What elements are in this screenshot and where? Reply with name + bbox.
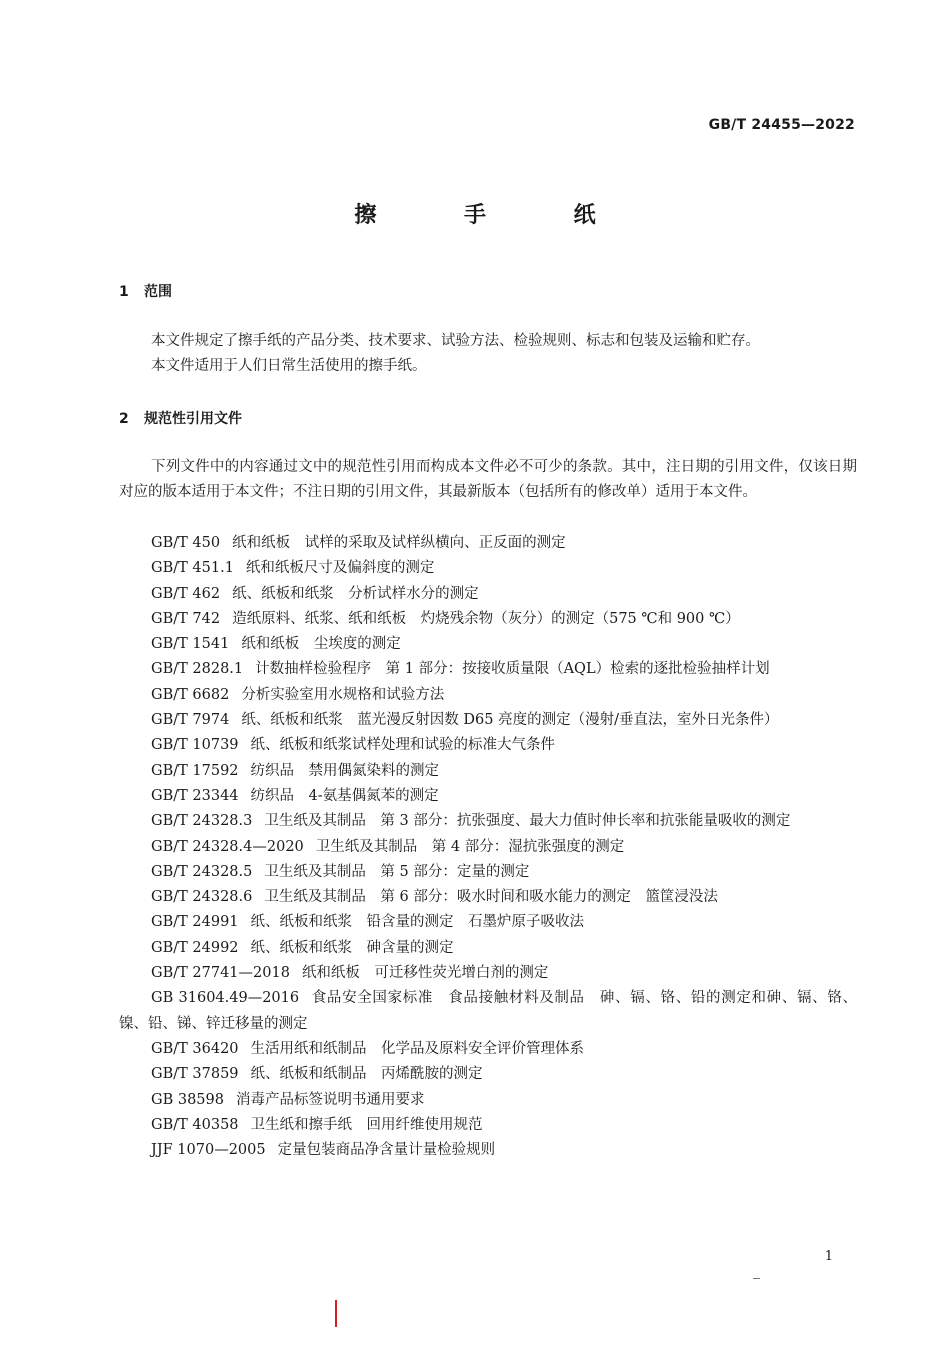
reference-title: 定量包装商品净含量计量检验规则 (277, 1142, 496, 1159)
reference-code: GB/T 2828.1 (151, 661, 244, 678)
paragraph: 本文件适用于人们日常生活使用的擦手纸。 (151, 358, 427, 375)
reference-item (119, 759, 857, 784)
reference-item (119, 632, 857, 657)
section-1-heading (119, 281, 172, 301)
reference-code: GB/T 24328.6 (151, 889, 253, 906)
reference-title: 纸、纸板和纸浆试样处理和试验的标准大气条件 (250, 737, 556, 754)
reference-title: 纸和纸板尺寸及偏斜度的测定 (245, 560, 435, 577)
red-margin-mark (335, 1300, 337, 1327)
reference-item (119, 885, 857, 910)
reference-code: GB 31604.49—2016 (151, 990, 300, 1007)
reference-title: 消毒产品标签说明书通用要求 (235, 1091, 425, 1108)
reference-code: GB/T 24992 (151, 939, 239, 956)
reference-item (119, 835, 857, 860)
section-1-body (119, 329, 857, 380)
reference-code: GB/T 7974 (151, 712, 230, 729)
reference-title: 纺织品 4-氨基偶氮苯的测定 (250, 787, 439, 804)
section-title: 范围 (144, 284, 172, 300)
section-number: 1 (119, 284, 129, 300)
reference-code: GB/T 450 (151, 535, 221, 551)
reference-item (119, 733, 857, 758)
reference-item (119, 860, 857, 885)
reference-title: 卫生纸及其制品 第 6 部分：吸水时间和吸水能力的测定 篮筐浸没法 (264, 889, 718, 906)
reference-title: 生活用纸和纸制品 化学品及原料安全评价管理体系 (250, 1040, 585, 1057)
reference-code: GB/T 462 (151, 585, 221, 602)
section-title: 规范性引用文件 (144, 411, 242, 427)
reference-code: GB/T 1541 (151, 636, 230, 653)
section-2-heading (119, 408, 242, 428)
reference-title: 纸、纸板和纸浆 铅含量的测定 石墨炉原子吸收法 (250, 914, 585, 931)
reference-code: GB/T 24328.4—2020 (151, 838, 304, 855)
reference-code: GB/T 27741—2018 (151, 965, 290, 982)
reference-title: 纸、纸板和纸浆 砷含量的测定 (250, 939, 454, 956)
reference-item (119, 582, 857, 607)
reference-list (119, 531, 857, 1163)
reference-title: 纸、纸板和纸浆 分析试样水分的测定 (232, 585, 479, 602)
reference-code: GB/T 6682 (151, 686, 230, 703)
section-number: 2 (119, 411, 129, 427)
reference-item (119, 1037, 857, 1062)
paragraph: 下列文件中的内容通过文中的规范性引用而构成本文件必不可少的条款。其中，注日期的引用文件，仅该日期对应的版本适用于本文件；不注日期的引用文件，其最新版本（包括所有的修改单）适用于本文件。 (119, 459, 857, 501)
reference-code: GB/T 40358 (151, 1116, 239, 1133)
reference-title: 食品安全国家标准 食品接触材料及制品 砷、镉、铬、铅的测定和砷、镉、铬、镍、铅、锑、锌迁移量的测定 (119, 990, 858, 1032)
reference-title: 纸和纸板 尘埃度的测定 (241, 636, 401, 653)
reference-title: 分析实验室用水规格和试验方法 (241, 686, 445, 703)
reference-code: GB/T 37859 (151, 1066, 239, 1083)
scan-dash-mark (753, 1278, 760, 1279)
reference-code: GB/T 24328.5 (151, 863, 253, 880)
reference-item (119, 708, 857, 733)
reference-item (119, 986, 857, 1037)
reference-title: 卫生纸及其制品 第 4 部分：湿抗张强度的测定 (315, 838, 625, 855)
reference-code: GB/T 24328.3 (151, 813, 253, 830)
reference-code: GB/T 36420 (151, 1040, 239, 1057)
section-2-intro (119, 455, 857, 506)
reference-title: 纸和纸板 试样的采取及试样纵横向、正反面的测定 (232, 535, 566, 551)
reference-code: GB/T 17592 (151, 762, 239, 779)
reference-item (119, 657, 857, 682)
reference-title: 纺织品 禁用偶氮染料的测定 (250, 762, 440, 779)
reference-item (119, 1088, 857, 1113)
reference-title: 纸、纸板和纸制品 丙烯酰胺的测定 (250, 1066, 483, 1083)
paragraph: 本文件规定了擦手纸的产品分类、技术要求、试验方法、检验规则、标志和包装及运输和贮存。 (151, 333, 760, 349)
reference-code: GB/T 451.1 (151, 560, 234, 577)
reference-item (119, 1113, 857, 1138)
reference-item (119, 607, 857, 632)
reference-item (119, 683, 857, 708)
page-number: 1 (824, 1249, 833, 1264)
reference-title: 卫生纸和擦手纸 回用纤维使用规范 (250, 1116, 483, 1133)
reference-title: 造纸原料、纸浆、纸和纸板 灼烧残余物（灰分）的测定（575 ℃和 900 ℃） (232, 610, 740, 627)
reference-code: GB/T 742 (151, 610, 221, 627)
reference-item (119, 809, 857, 834)
reference-code: GB/T 10739 (151, 737, 239, 754)
reference-item (119, 961, 857, 986)
standard-number: GB/T 24455—2022 (708, 117, 855, 133)
reference-title: 纸和纸板 可迁移性荧光增白剂的测定 (301, 965, 549, 982)
document-title: 擦 手 纸 (354, 203, 636, 228)
reference-title: 计数抽样检验程序 第 1 部分：按接收质量限（AQL）检索的逐批检验抽样计划 (255, 661, 770, 678)
reference-item (119, 910, 857, 935)
reference-title: 卫生纸及其制品 第 5 部分：定量的测定 (264, 863, 530, 880)
reference-code: GB/T 24991 (151, 914, 239, 931)
reference-item (119, 531, 857, 556)
reference-item (119, 1062, 857, 1087)
reference-code: JJF 1070—2005 (151, 1142, 266, 1159)
reference-title: 纸、纸板和纸浆 蓝光漫反射因数 D65 亮度的测定（漫射/垂直法，室外日光条件） (241, 712, 779, 729)
reference-code: GB 38598 (151, 1091, 224, 1108)
reference-item (119, 936, 857, 961)
reference-title: 卫生纸及其制品 第 3 部分：抗张强度、最大力值时伸长率和抗张能量吸收的测定 (264, 813, 791, 830)
reference-code: GB/T 23344 (151, 787, 239, 804)
reference-item (119, 1138, 857, 1163)
reference-item (119, 556, 857, 581)
reference-item (119, 784, 857, 809)
